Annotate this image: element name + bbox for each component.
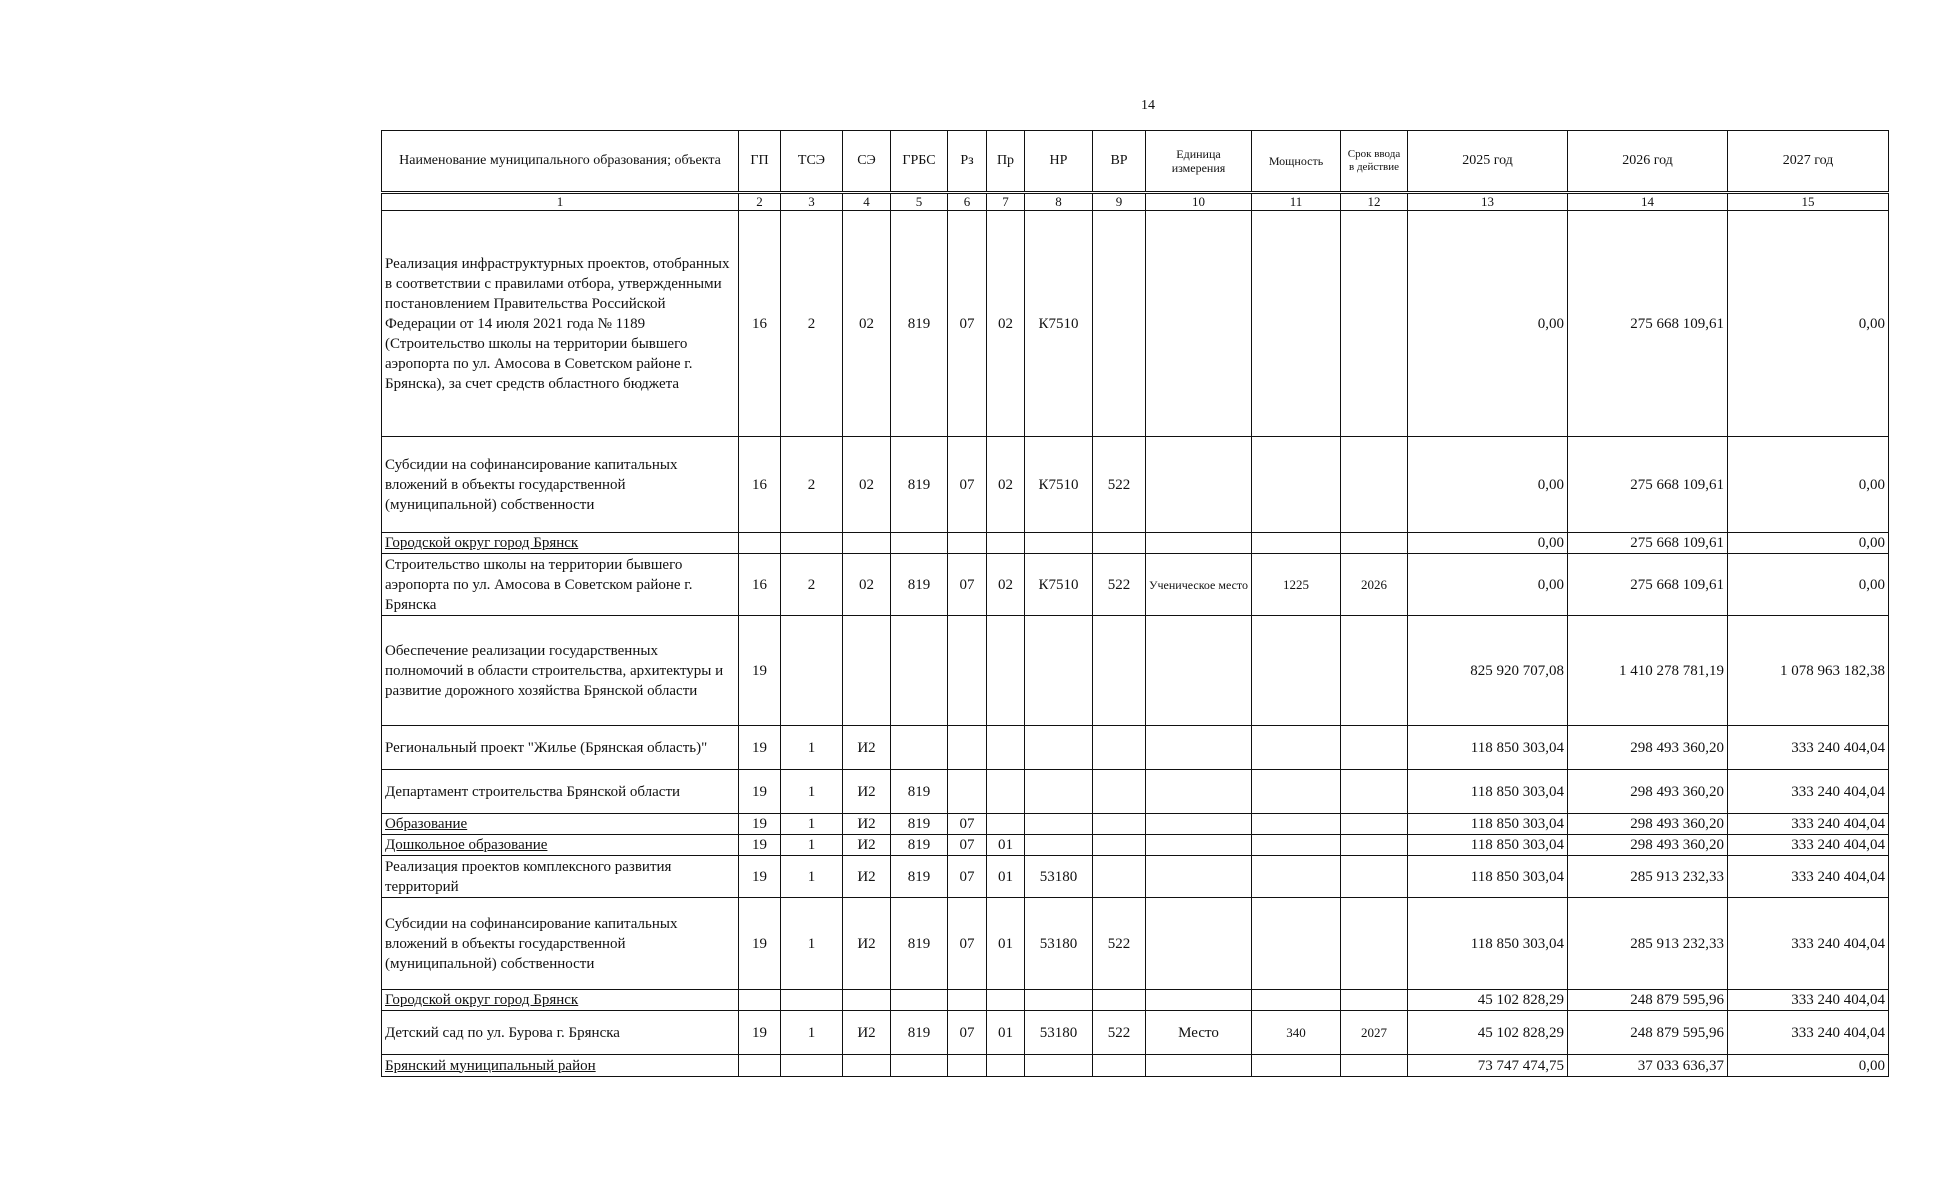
vr-cell bbox=[1093, 533, 1146, 554]
amount-2026: 285 913 232,33 bbox=[1568, 856, 1728, 898]
row-name: Брянский муниципальный район bbox=[382, 1055, 739, 1077]
tse-cell: 1 bbox=[781, 898, 843, 990]
amount-2027: 0,00 bbox=[1728, 437, 1889, 533]
column-number: 4 bbox=[843, 193, 891, 211]
nr-cell: К7510 bbox=[1025, 437, 1093, 533]
power-cell bbox=[1252, 770, 1341, 814]
se-cell bbox=[843, 990, 891, 1011]
amount-2026: 275 668 109,61 bbox=[1568, 437, 1728, 533]
nr-cell bbox=[1025, 1055, 1093, 1077]
unit-cell bbox=[1146, 1055, 1252, 1077]
unit-cell bbox=[1146, 211, 1252, 437]
header-power: Мощность bbox=[1252, 131, 1341, 193]
amount-2027: 0,00 bbox=[1728, 533, 1889, 554]
header-unit: Единица измерения bbox=[1146, 131, 1252, 193]
power-cell bbox=[1252, 814, 1341, 835]
header-2025: 2025 год bbox=[1408, 131, 1568, 193]
pr-cell: 02 bbox=[987, 211, 1025, 437]
pr-cell: 02 bbox=[987, 437, 1025, 533]
rz-cell: 07 bbox=[948, 554, 987, 616]
page-number: 14 bbox=[1141, 98, 1155, 113]
header-rz: Рз bbox=[948, 131, 987, 193]
grbs-cell bbox=[891, 533, 948, 554]
rz-cell bbox=[948, 1055, 987, 1077]
pr-cell bbox=[987, 770, 1025, 814]
row-name: Строительство школы на территории бывшего аэропорта по ул. Амосова в Советском районе г. Брянска bbox=[382, 554, 739, 616]
nr-cell: К7510 bbox=[1025, 211, 1093, 437]
amount-2026: 298 493 360,20 bbox=[1568, 726, 1728, 770]
term-cell bbox=[1341, 856, 1408, 898]
row-name: Дошкольное образование bbox=[382, 835, 739, 856]
tse-cell bbox=[781, 533, 843, 554]
se-cell: И2 bbox=[843, 1011, 891, 1055]
vr-cell: 522 bbox=[1093, 437, 1146, 533]
gp-cell: 16 bbox=[739, 437, 781, 533]
vr-cell: 522 bbox=[1093, 554, 1146, 616]
grbs-cell: 819 bbox=[891, 554, 948, 616]
row-name: Обеспечение реализации государственных полномочий в области строительства, архитектуры и развитие дорожного хозяйства Брянской области bbox=[382, 616, 739, 726]
header-pr: Пр bbox=[987, 131, 1025, 193]
amount-2025: 45 102 828,29 bbox=[1408, 1011, 1568, 1055]
amount-2027: 333 240 404,04 bbox=[1728, 726, 1889, 770]
amount-2026: 248 879 595,96 bbox=[1568, 990, 1728, 1011]
table-row bbox=[382, 211, 1889, 437]
grbs-cell bbox=[891, 616, 948, 726]
gp-cell bbox=[739, 1055, 781, 1077]
tse-cell: 1 bbox=[781, 770, 843, 814]
rz-cell bbox=[948, 726, 987, 770]
grbs-cell: 819 bbox=[891, 770, 948, 814]
row-name: Департамент строительства Брянской области bbox=[382, 770, 739, 814]
table-row bbox=[382, 770, 1889, 814]
tse-cell: 1 bbox=[781, 814, 843, 835]
table-row bbox=[382, 898, 1889, 990]
nr-cell bbox=[1025, 835, 1093, 856]
rz-cell bbox=[948, 533, 987, 554]
header-term: Срок ввода в действие bbox=[1341, 131, 1408, 193]
se-cell bbox=[843, 1055, 891, 1077]
vr-cell bbox=[1093, 990, 1146, 1011]
amount-2025: 118 850 303,04 bbox=[1408, 835, 1568, 856]
column-number-row bbox=[382, 193, 1889, 211]
term-cell bbox=[1341, 533, 1408, 554]
row-name: Субсидии на софинансирование капитальных вложений в объекты государственной (муниципальной) собственности bbox=[382, 437, 739, 533]
nr-cell: 53180 bbox=[1025, 856, 1093, 898]
pr-cell bbox=[987, 814, 1025, 835]
pr-cell: 02 bbox=[987, 554, 1025, 616]
nr-cell: 53180 bbox=[1025, 898, 1093, 990]
grbs-cell: 819 bbox=[891, 437, 948, 533]
amount-2025: 118 850 303,04 bbox=[1408, 856, 1568, 898]
header-name: Наименование муниципального образования; объекта bbox=[382, 131, 739, 193]
amount-2026: 1 410 278 781,19 bbox=[1568, 616, 1728, 726]
nr-cell bbox=[1025, 770, 1093, 814]
nr-cell bbox=[1025, 814, 1093, 835]
column-number: 3 bbox=[781, 193, 843, 211]
amount-2025: 0,00 bbox=[1408, 554, 1568, 616]
nr-cell: К7510 bbox=[1025, 554, 1093, 616]
amount-2027: 333 240 404,04 bbox=[1728, 898, 1889, 990]
header-nr: НР bbox=[1025, 131, 1093, 193]
amount-2025: 73 747 474,75 bbox=[1408, 1055, 1568, 1077]
table-row bbox=[382, 533, 1889, 554]
vr-cell bbox=[1093, 856, 1146, 898]
row-name: Детский сад по ул. Бурова г. Брянска bbox=[382, 1011, 739, 1055]
header-grbs: ГРБС bbox=[891, 131, 948, 193]
pr-cell: 01 bbox=[987, 856, 1025, 898]
column-number: 1 bbox=[382, 193, 739, 211]
tse-cell: 1 bbox=[781, 1011, 843, 1055]
amount-2027: 1 078 963 182,38 bbox=[1728, 616, 1889, 726]
row-name: Субсидии на софинансирование капитальных вложений в объекты государственной (муниципальной) собственности bbox=[382, 898, 739, 990]
unit-cell bbox=[1146, 814, 1252, 835]
term-cell bbox=[1341, 211, 1408, 437]
term-cell bbox=[1341, 726, 1408, 770]
power-cell bbox=[1252, 835, 1341, 856]
unit-cell bbox=[1146, 835, 1252, 856]
amount-2025: 118 850 303,04 bbox=[1408, 898, 1568, 990]
amount-2027: 0,00 bbox=[1728, 554, 1889, 616]
term-cell bbox=[1341, 898, 1408, 990]
pr-cell bbox=[987, 1055, 1025, 1077]
header-2027: 2027 год bbox=[1728, 131, 1889, 193]
table-row bbox=[382, 616, 1889, 726]
column-number: 11 bbox=[1252, 193, 1341, 211]
amount-2025: 0,00 bbox=[1408, 437, 1568, 533]
gp-cell: 19 bbox=[739, 770, 781, 814]
table-row bbox=[382, 990, 1889, 1011]
amount-2026: 285 913 232,33 bbox=[1568, 898, 1728, 990]
rz-cell bbox=[948, 770, 987, 814]
amount-2026: 248 879 595,96 bbox=[1568, 1011, 1728, 1055]
term-cell bbox=[1341, 1055, 1408, 1077]
power-cell bbox=[1252, 726, 1341, 770]
power-cell: 340 bbox=[1252, 1011, 1341, 1055]
nr-cell bbox=[1025, 726, 1093, 770]
rz-cell: 07 bbox=[948, 1011, 987, 1055]
column-number: 6 bbox=[948, 193, 987, 211]
unit-cell bbox=[1146, 856, 1252, 898]
gp-cell: 19 bbox=[739, 1011, 781, 1055]
column-number: 15 bbox=[1728, 193, 1889, 211]
unit-cell bbox=[1146, 726, 1252, 770]
power-cell bbox=[1252, 856, 1341, 898]
gp-cell bbox=[739, 533, 781, 554]
power-cell bbox=[1252, 898, 1341, 990]
se-cell: И2 bbox=[843, 856, 891, 898]
rz-cell: 07 bbox=[948, 835, 987, 856]
gp-cell: 19 bbox=[739, 856, 781, 898]
tse-cell: 1 bbox=[781, 835, 843, 856]
amount-2026: 37 033 636,37 bbox=[1568, 1055, 1728, 1077]
gp-cell: 19 bbox=[739, 898, 781, 990]
grbs-cell bbox=[891, 990, 948, 1011]
table-row bbox=[382, 1055, 1889, 1077]
rz-cell: 07 bbox=[948, 437, 987, 533]
table-row bbox=[382, 856, 1889, 898]
gp-cell: 19 bbox=[739, 835, 781, 856]
amount-2026: 275 668 109,61 bbox=[1568, 554, 1728, 616]
nr-cell bbox=[1025, 990, 1093, 1011]
unit-cell bbox=[1146, 533, 1252, 554]
unit-cell: Ученическое место bbox=[1146, 554, 1252, 616]
amount-2027: 333 240 404,04 bbox=[1728, 990, 1889, 1011]
column-number: 5 bbox=[891, 193, 948, 211]
budget-table bbox=[381, 130, 1889, 1077]
gp-cell bbox=[739, 990, 781, 1011]
tse-cell: 2 bbox=[781, 211, 843, 437]
amount-2026: 275 668 109,61 bbox=[1568, 211, 1728, 437]
amount-2027: 0,00 bbox=[1728, 1055, 1889, 1077]
amount-2025: 825 920 707,08 bbox=[1408, 616, 1568, 726]
header-2026: 2026 год bbox=[1568, 131, 1728, 193]
column-number: 14 bbox=[1568, 193, 1728, 211]
grbs-cell bbox=[891, 726, 948, 770]
se-cell: И2 bbox=[843, 835, 891, 856]
power-cell bbox=[1252, 616, 1341, 726]
grbs-cell: 819 bbox=[891, 1011, 948, 1055]
amount-2025: 0,00 bbox=[1408, 533, 1568, 554]
tse-cell: 1 bbox=[781, 856, 843, 898]
term-cell bbox=[1341, 616, 1408, 726]
se-cell: 02 bbox=[843, 554, 891, 616]
term-cell bbox=[1341, 770, 1408, 814]
vr-cell bbox=[1093, 616, 1146, 726]
grbs-cell: 819 bbox=[891, 856, 948, 898]
unit-cell bbox=[1146, 898, 1252, 990]
row-name: Реализация инфраструктурных проектов, отобранных в соответствии с правилами отбора, утвержденными постановлением Правительства Российской Федерации от 14 июля 2021 года № 1189 (Строительство школы на территории бывшего аэропорта по ул. Амосова в Советском районе г. Брянска), за счет средств областного бюджета bbox=[382, 211, 739, 437]
amount-2026: 298 493 360,20 bbox=[1568, 835, 1728, 856]
vr-cell bbox=[1093, 1055, 1146, 1077]
row-name: Образование bbox=[382, 814, 739, 835]
rz-cell: 07 bbox=[948, 211, 987, 437]
gp-cell: 19 bbox=[739, 726, 781, 770]
vr-cell bbox=[1093, 770, 1146, 814]
pr-cell: 01 bbox=[987, 898, 1025, 990]
vr-cell: 522 bbox=[1093, 1011, 1146, 1055]
vr-cell bbox=[1093, 814, 1146, 835]
se-cell bbox=[843, 533, 891, 554]
se-cell: И2 bbox=[843, 726, 891, 770]
amount-2026: 298 493 360,20 bbox=[1568, 770, 1728, 814]
table-row bbox=[382, 437, 1889, 533]
power-cell bbox=[1252, 211, 1341, 437]
term-cell bbox=[1341, 437, 1408, 533]
header-vr: ВР bbox=[1093, 131, 1146, 193]
term-cell bbox=[1341, 814, 1408, 835]
rz-cell bbox=[948, 990, 987, 1011]
vr-cell bbox=[1093, 726, 1146, 770]
row-name: Городской округ город Брянск bbox=[382, 533, 739, 554]
amount-2026: 298 493 360,20 bbox=[1568, 814, 1728, 835]
nr-cell: 53180 bbox=[1025, 1011, 1093, 1055]
table-row bbox=[382, 726, 1889, 770]
row-name: Реализация проектов комплексного развития территорий bbox=[382, 856, 739, 898]
power-cell bbox=[1252, 533, 1341, 554]
se-cell: И2 bbox=[843, 770, 891, 814]
amount-2025: 118 850 303,04 bbox=[1408, 726, 1568, 770]
header-se: СЭ bbox=[843, 131, 891, 193]
power-cell: 1225 bbox=[1252, 554, 1341, 616]
term-cell bbox=[1341, 990, 1408, 1011]
amount-2025: 0,00 bbox=[1408, 211, 1568, 437]
power-cell bbox=[1252, 437, 1341, 533]
gp-cell: 16 bbox=[739, 211, 781, 437]
row-name: Городской округ город Брянск bbox=[382, 990, 739, 1011]
pr-cell bbox=[987, 990, 1025, 1011]
vr-cell: 522 bbox=[1093, 898, 1146, 990]
table-row bbox=[382, 814, 1889, 835]
column-number: 7 bbox=[987, 193, 1025, 211]
column-number: 10 bbox=[1146, 193, 1252, 211]
table-body bbox=[382, 211, 1889, 1077]
unit-cell bbox=[1146, 770, 1252, 814]
se-cell: 02 bbox=[843, 437, 891, 533]
gp-cell: 16 bbox=[739, 554, 781, 616]
nr-cell bbox=[1025, 533, 1093, 554]
gp-cell: 19 bbox=[739, 814, 781, 835]
table-row bbox=[382, 554, 1889, 616]
unit-cell: Место bbox=[1146, 1011, 1252, 1055]
se-cell: И2 bbox=[843, 898, 891, 990]
tse-cell bbox=[781, 990, 843, 1011]
amount-2027: 333 240 404,04 bbox=[1728, 835, 1889, 856]
amount-2025: 118 850 303,04 bbox=[1408, 814, 1568, 835]
pr-cell: 01 bbox=[987, 835, 1025, 856]
amount-2027: 333 240 404,04 bbox=[1728, 856, 1889, 898]
se-cell: И2 bbox=[843, 814, 891, 835]
column-number: 12 bbox=[1341, 193, 1408, 211]
column-number: 13 bbox=[1408, 193, 1568, 211]
amount-2027: 0,00 bbox=[1728, 211, 1889, 437]
power-cell bbox=[1252, 1055, 1341, 1077]
amount-2027: 333 240 404,04 bbox=[1728, 770, 1889, 814]
table-row bbox=[382, 1011, 1889, 1055]
tse-cell: 2 bbox=[781, 437, 843, 533]
column-number: 8 bbox=[1025, 193, 1093, 211]
pr-cell bbox=[987, 726, 1025, 770]
term-cell bbox=[1341, 835, 1408, 856]
tse-cell bbox=[781, 1055, 843, 1077]
table-row bbox=[382, 835, 1889, 856]
grbs-cell bbox=[891, 1055, 948, 1077]
header-gp: ГП bbox=[739, 131, 781, 193]
pr-cell: 01 bbox=[987, 1011, 1025, 1055]
row-name: Региональный проект "Жилье (Брянская область)" bbox=[382, 726, 739, 770]
pr-cell bbox=[987, 533, 1025, 554]
tse-cell: 2 bbox=[781, 554, 843, 616]
column-number: 9 bbox=[1093, 193, 1146, 211]
tse-cell bbox=[781, 616, 843, 726]
grbs-cell: 819 bbox=[891, 898, 948, 990]
unit-cell bbox=[1146, 990, 1252, 1011]
term-cell: 2027 bbox=[1341, 1011, 1408, 1055]
amount-2027: 333 240 404,04 bbox=[1728, 814, 1889, 835]
power-cell bbox=[1252, 990, 1341, 1011]
grbs-cell: 819 bbox=[891, 835, 948, 856]
rz-cell: 07 bbox=[948, 898, 987, 990]
rz-cell: 07 bbox=[948, 814, 987, 835]
amount-2027: 333 240 404,04 bbox=[1728, 1011, 1889, 1055]
unit-cell bbox=[1146, 437, 1252, 533]
tse-cell: 1 bbox=[781, 726, 843, 770]
amount-2025: 45 102 828,29 bbox=[1408, 990, 1568, 1011]
grbs-cell: 819 bbox=[891, 814, 948, 835]
grbs-cell: 819 bbox=[891, 211, 948, 437]
unit-cell bbox=[1146, 616, 1252, 726]
nr-cell bbox=[1025, 616, 1093, 726]
vr-cell bbox=[1093, 211, 1146, 437]
amount-2026: 275 668 109,61 bbox=[1568, 533, 1728, 554]
vr-cell bbox=[1093, 835, 1146, 856]
term-cell: 2026 bbox=[1341, 554, 1408, 616]
amount-2025: 118 850 303,04 bbox=[1408, 770, 1568, 814]
header-tse: ТСЭ bbox=[781, 131, 843, 193]
se-cell: 02 bbox=[843, 211, 891, 437]
column-number: 2 bbox=[739, 193, 781, 211]
rz-cell: 07 bbox=[948, 856, 987, 898]
rz-cell bbox=[948, 616, 987, 726]
gp-cell: 19 bbox=[739, 616, 781, 726]
header-row bbox=[382, 131, 1889, 193]
pr-cell bbox=[987, 616, 1025, 726]
se-cell bbox=[843, 616, 891, 726]
